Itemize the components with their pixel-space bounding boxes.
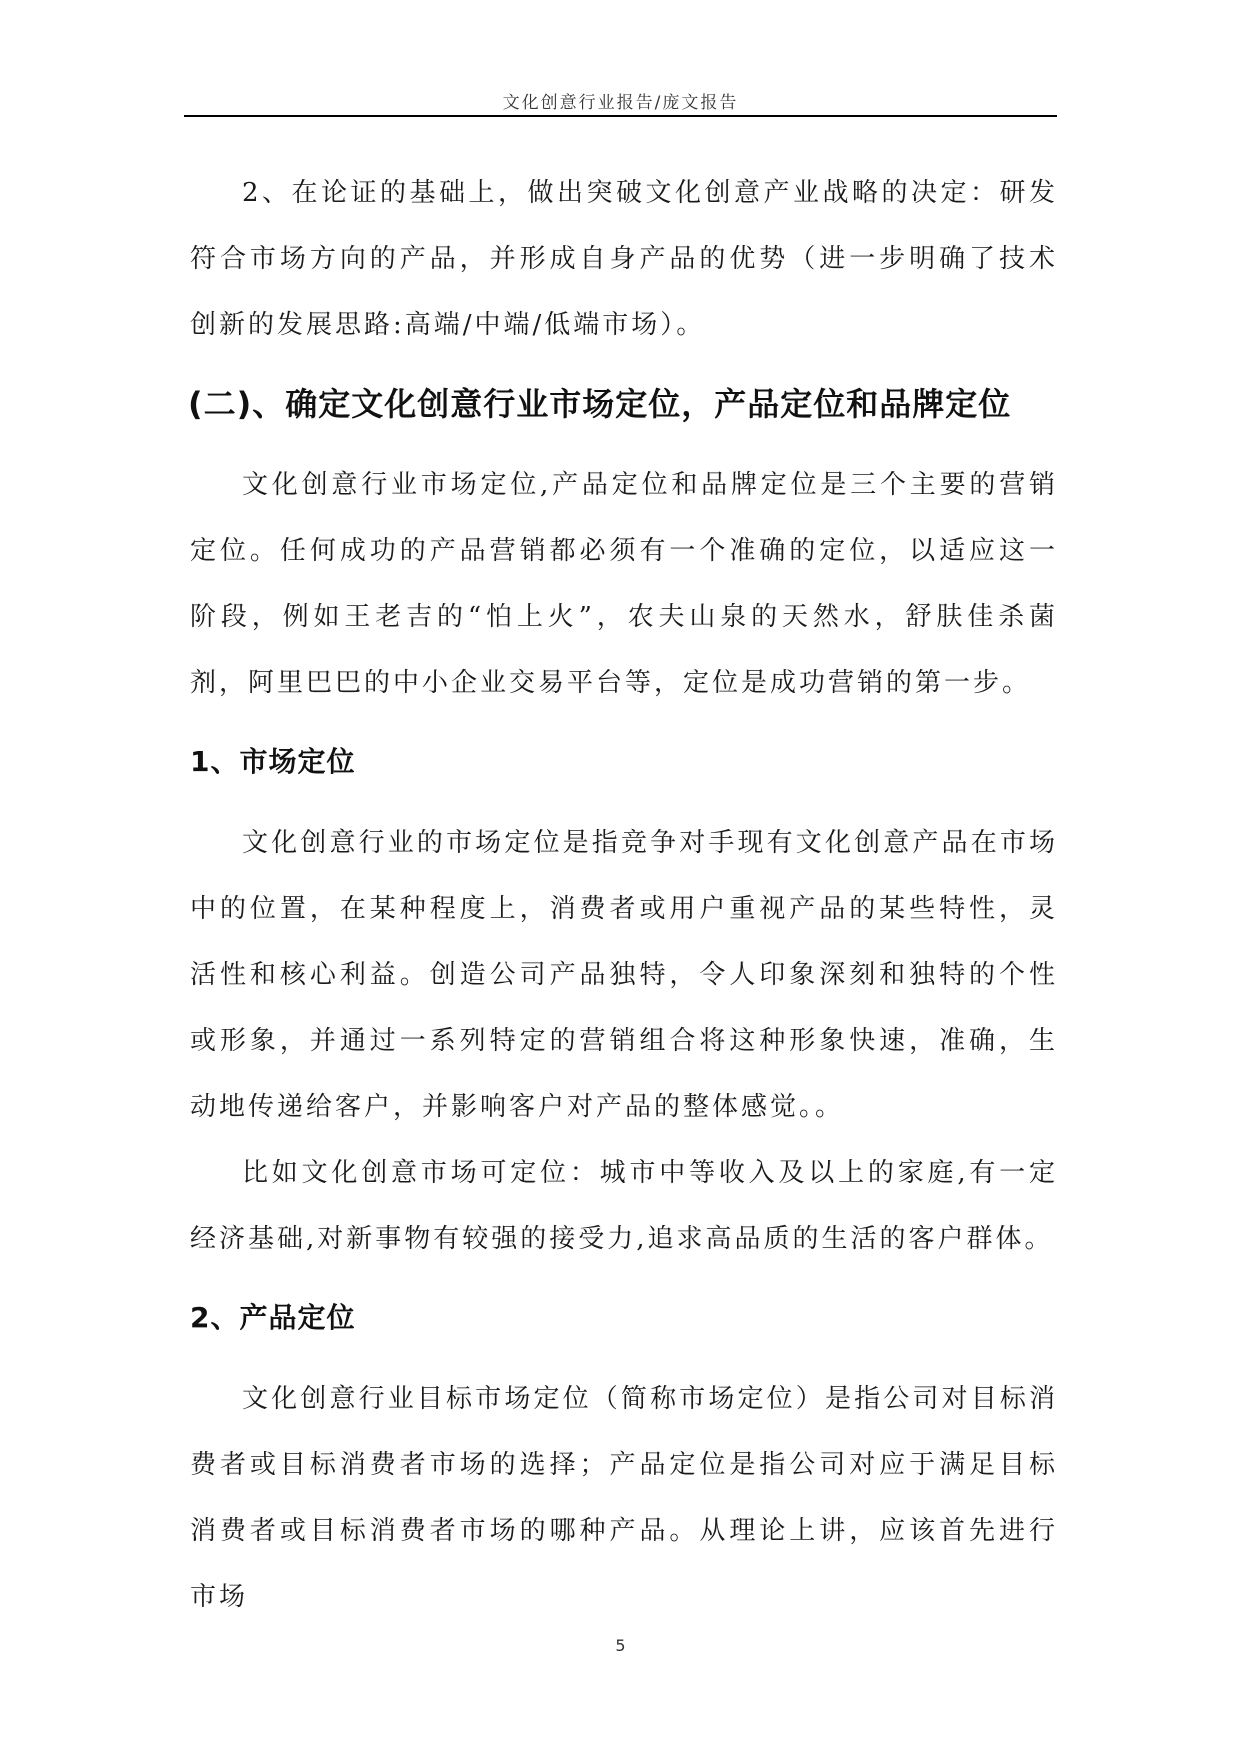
page-number: 5 (615, 1636, 626, 1655)
header-divider (184, 115, 1057, 117)
page-content (190, 160, 1058, 1630)
paragraph-market-2: 比如文化创意市场可定位：城市中等收入及以上的家庭,有一定经济基础,对新事物有较强的接受力,追求高品质的生活的客户群体。 (190, 1158, 1058, 1254)
section-heading: (二)、确定文化创意行业市场定位，产品定位和品牌定位 (188, 385, 1012, 423)
paragraph-intro: 2、在论证的基础上，做出突破文化创意产业战略的决定：研发符合市场方向的产品，并形成自身产品的优势（进一步明确了技术创新的发展思路:高端/中端/低端市场）。 (190, 178, 1058, 340)
paragraph-product: 文化创意行业目标市场定位（简称市场定位）是指公司对目标消费者或目标消费者市场的选择；产品定位是指公司对应于满足目标消费者或目标消费者市场的哪种产品。从理论上讲，应该首先进行市场 (190, 1384, 1058, 1612)
paragraph-positioning: 文化创意行业市场定位,产品定位和品牌定位是三个主要的营销定位。任何成功的产品营销都必须有一个准确的定位，以适应这一阶段，例如王老吉的“怕上火”，农夫山泉的天然水，舒肤佳杀菌剂，阿里巴巴的中小企业交易平台等，定位是成功营销的第一步。 (190, 470, 1058, 698)
heading-market-positioning: 1、市场定位 (190, 745, 356, 778)
heading-product-positioning: 2、产品定位 (190, 1301, 356, 1334)
paragraph-market-1: 文化创意行业的市场定位是指竞争对手现有文化创意产品在市场中的位置，在某种程度上，消费者或用户重视产品的某些特性，灵活性和核心利益。创造公司产品独特，令人印象深刻和独特的个性或形象，并通过一系列特定的营销组合将这种形象快速，准确，生动地传递给客户，并影响客户对产品的整体感觉。。 (190, 828, 1058, 1122)
running-header: 文化创意行业报告/庞文报告 (502, 93, 739, 113)
